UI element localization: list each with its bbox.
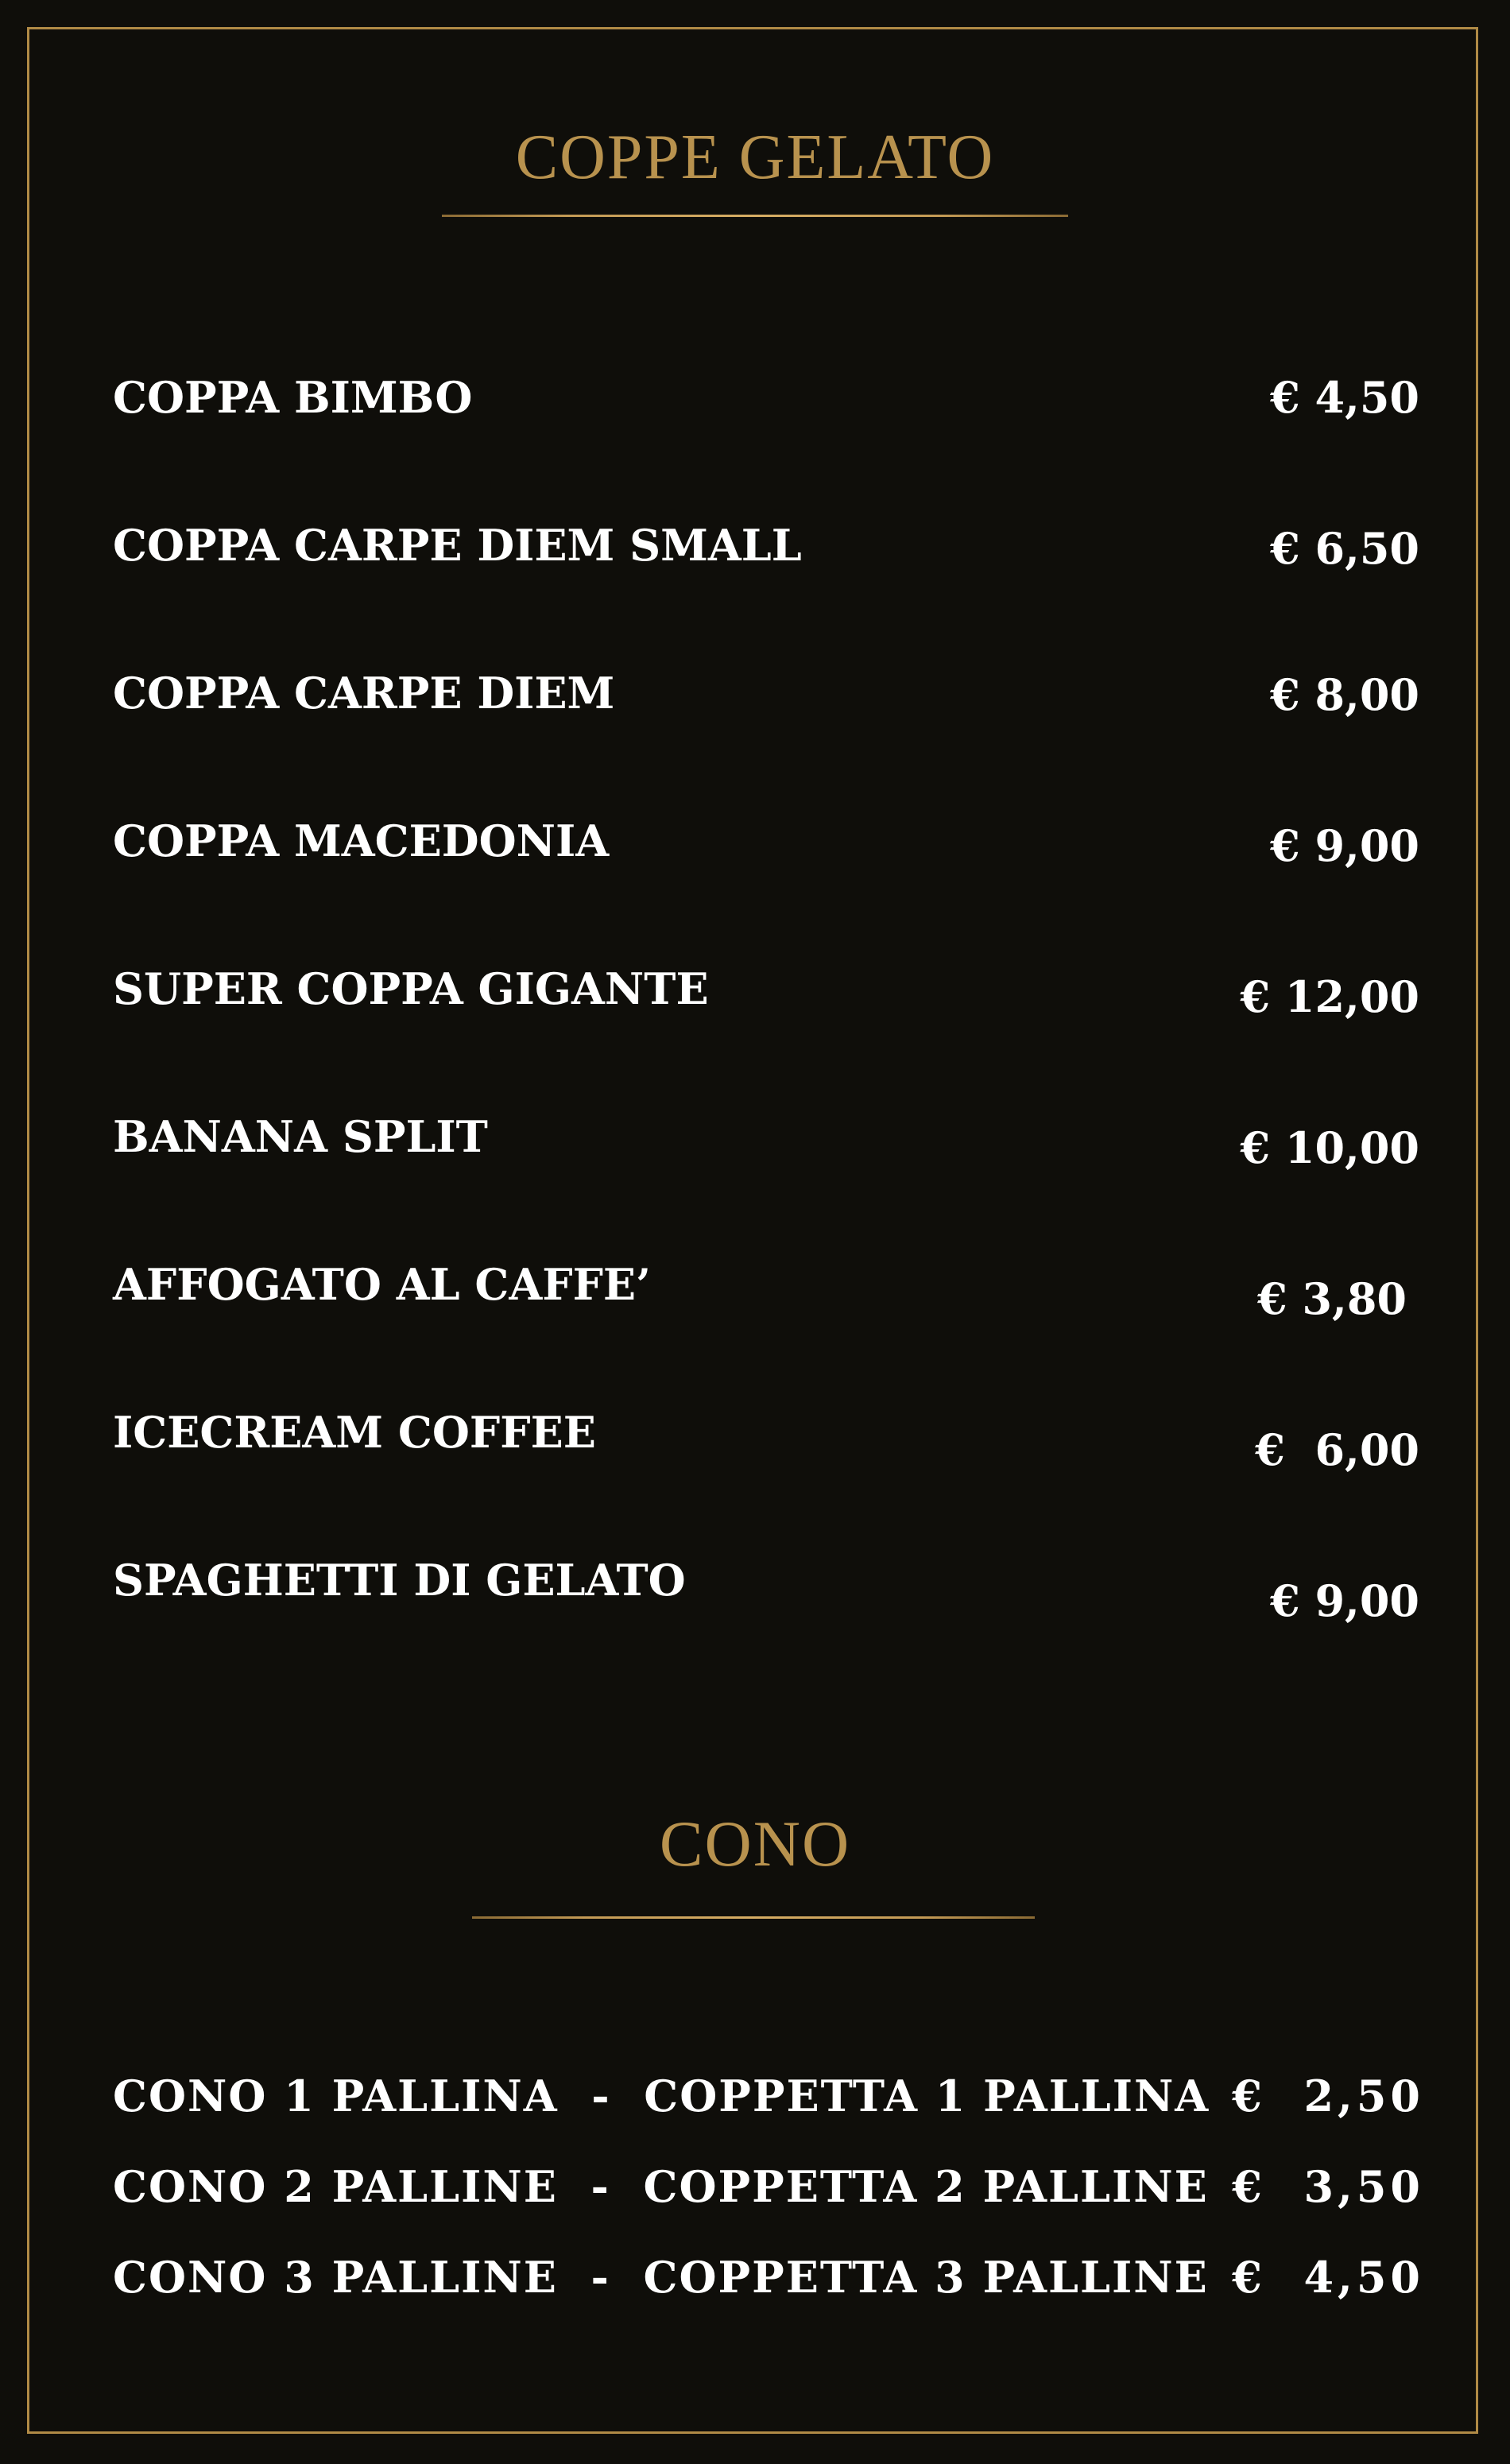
menu-item — [113, 1253, 1419, 1324]
menu-item — [113, 1105, 1419, 1173]
menu-item-price: € 10,00 — [1240, 1122, 1419, 1173]
menu-item-name: BANANA SPLIT — [113, 1111, 488, 1162]
menu-item-price: € 4,50 — [1270, 372, 1419, 423]
menu-item-name: SUPER COPPA GIGANTE — [113, 963, 709, 1014]
section-title-cono: CONO — [659, 1807, 851, 1880]
title-underline-coppe-gelato — [442, 215, 1068, 217]
cono-row-label: CONO 3 PALLINE - COPPETTA 3 PALLINE — [113, 2252, 1209, 2303]
menu-item-name: AFFOGATO AL CAFFE’ — [113, 1259, 651, 1310]
menu-item — [113, 366, 1419, 429]
menu-item-name: SPAGHETTI DI GELATO — [113, 1555, 686, 1606]
menu-item — [113, 1401, 1419, 1475]
menu-item-name: COPPA BIMBO — [113, 372, 473, 423]
title-underline-cono — [472, 1916, 1035, 1919]
menu-item-price: € 12,00 — [1240, 971, 1419, 1022]
section-title-coppe-gelato: COPPE GELATO — [515, 122, 995, 192]
menu-item-price: € 9,00 — [1270, 820, 1419, 871]
cono-row-label: CONO 1 PALLINA - COPPETTA 1 PALLINA — [113, 2071, 1210, 2121]
menu-item-name: ICECREAM COFFEE — [113, 1407, 596, 1458]
menu-item-price: € 8,00 — [1270, 669, 1419, 720]
cono-row-price: € 3,50 — [1232, 2161, 1424, 2212]
cono-row — [113, 2155, 1424, 2218]
menu-item-name: COPPA CARPE DIEM SMALL — [113, 520, 802, 571]
menu-item — [113, 661, 1419, 725]
menu-item — [113, 809, 1419, 873]
menu-item-price: € 9,00 — [1270, 1575, 1419, 1626]
cono-row — [113, 2245, 1424, 2309]
cono-row — [113, 2064, 1424, 2128]
menu-item — [113, 1548, 1419, 1626]
cono-row-price: € 2,50 — [1232, 2071, 1424, 2121]
menu-item — [113, 513, 1419, 577]
menu-item-price: € 6,50 — [1270, 523, 1419, 574]
menu-item-price: € 6,00 — [1255, 1424, 1419, 1475]
menu-item-name: COPPA MACEDONIA — [113, 816, 610, 866]
menu-item-name: COPPA CARPE DIEM — [113, 668, 615, 719]
menu-item-price: € 3,80 — [1257, 1273, 1407, 1324]
menu-item — [113, 957, 1419, 1021]
cono-row-price: € 4,50 — [1232, 2252, 1424, 2303]
cono-row-label: CONO 2 PALLINE - COPPETTA 2 PALLINE — [113, 2161, 1209, 2212]
